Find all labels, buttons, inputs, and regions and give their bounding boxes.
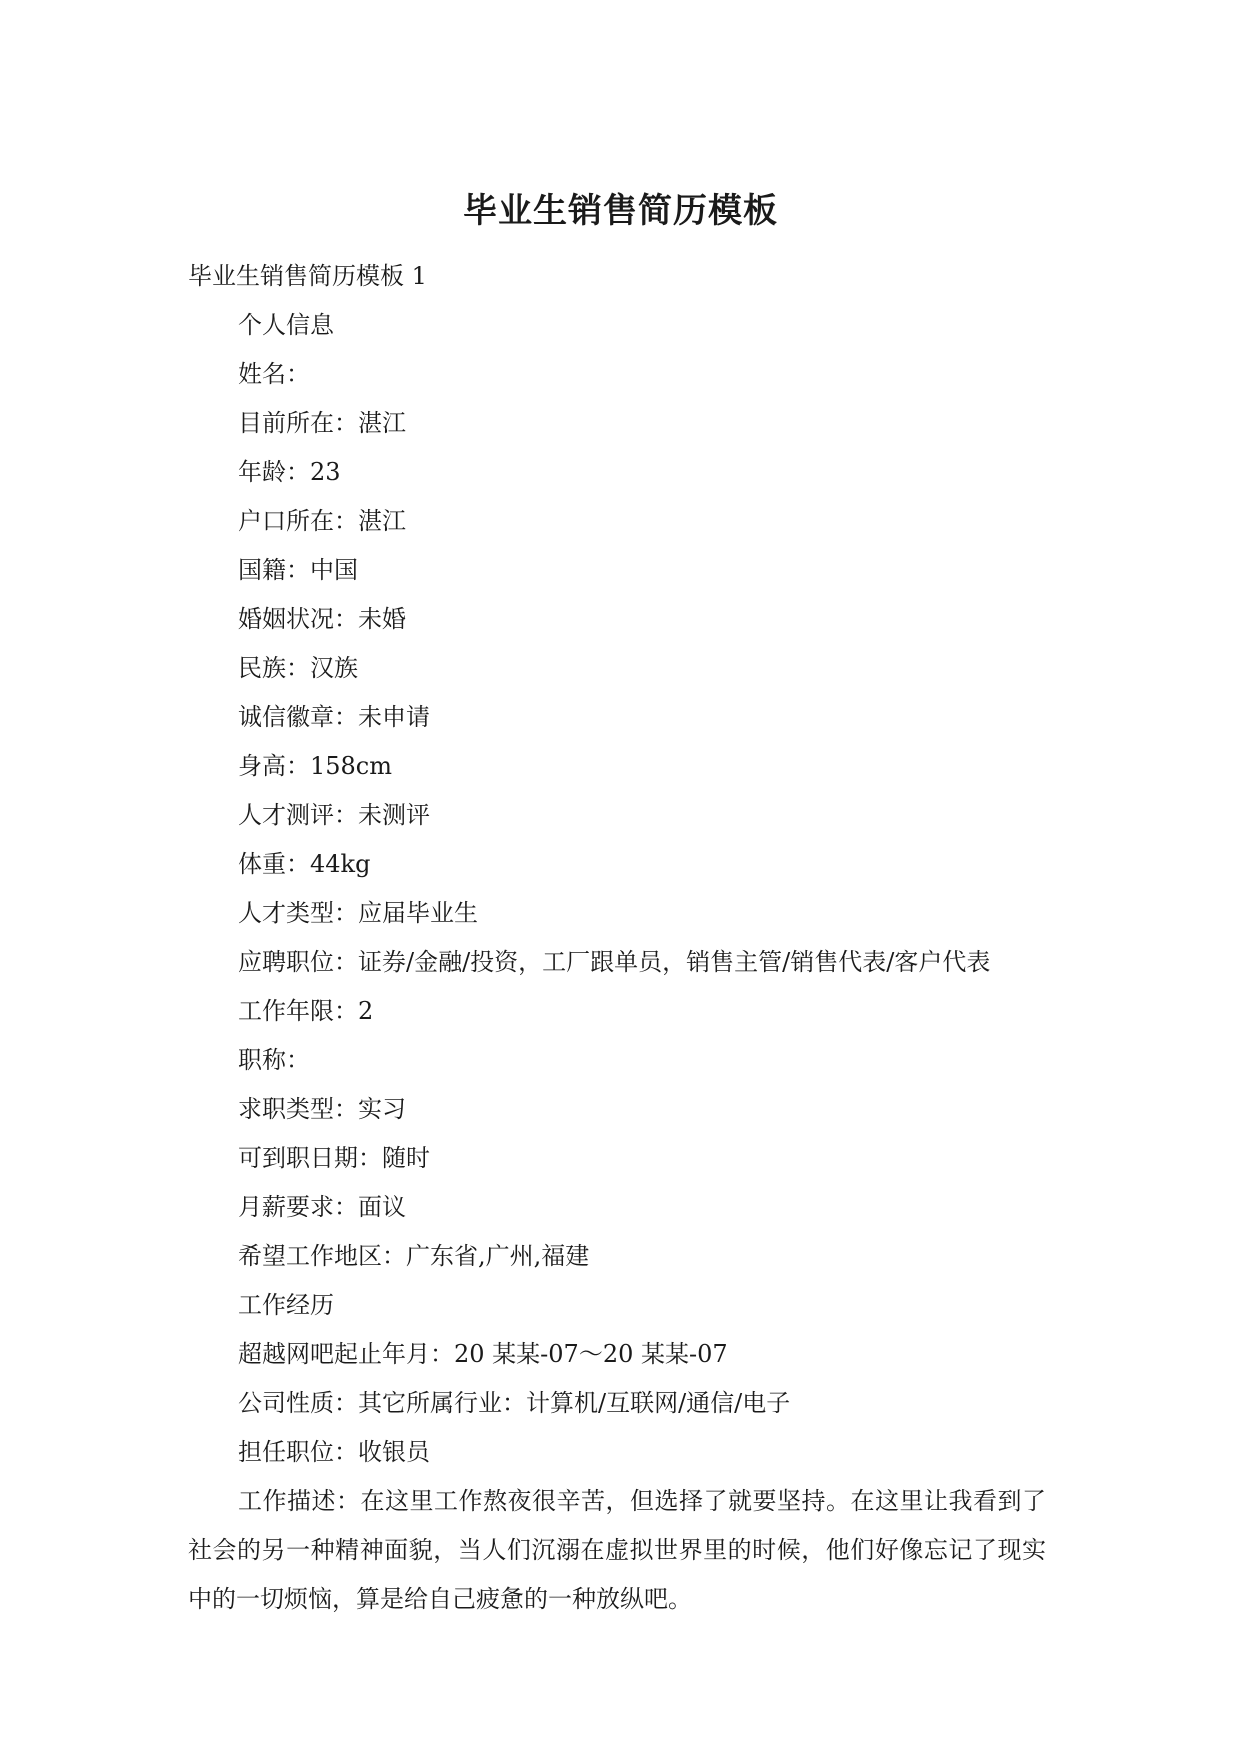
field-company-nature: 公司性质：其它所属行业：计算机/互联网/通信/电子 [238, 1389, 791, 1417]
field-hukou-location: 户口所在：湛江 [238, 507, 406, 535]
field-current-location: 目前所在：湛江 [238, 409, 406, 437]
field-age: 年龄：23 [238, 458, 341, 486]
field-marital-status: 婚姻状况：未婚 [238, 605, 406, 633]
field-ethnicity: 民族：汉族 [238, 654, 358, 682]
field-weight: 体重：44kg [238, 850, 371, 878]
field-name: 姓名： [238, 360, 310, 388]
field-nationality: 国籍：中国 [238, 556, 358, 584]
section-heading: 毕业生销售简历模板 1 [188, 262, 427, 290]
field-position-held: 担任职位：收银员 [238, 1438, 430, 1466]
heading-personal-info: 个人信息 [238, 311, 334, 339]
heading-work-experience: 工作经历 [238, 1291, 334, 1319]
field-salary-expectation: 月薪要求：面议 [238, 1193, 406, 1221]
field-credit-badge: 诚信徽章：未申请 [238, 703, 430, 731]
document-body [188, 252, 1046, 1624]
field-work-years: 工作年限：2 [238, 997, 374, 1025]
field-desired-location: 希望工作地区：广东省,广州,福建 [238, 1242, 590, 1270]
field-talent-type: 人才类型：应届毕业生 [238, 899, 478, 927]
document-title: 毕业生销售简历模板 [463, 191, 778, 231]
work-description-paragraph: 工作描述：在这里工作熬夜很辛苦，但选择了就要坚持。在这里让我看到了社会的另一种精神面貌，当人们沉溺在虚拟世界里的时候，他们好像忘记了现实中的一切烦恼，算是给自己疲惫的一种放纵吧。 [188, 1487, 1046, 1613]
field-available-date: 可到职日期：随时 [238, 1144, 430, 1172]
field-job-title: 职称： [238, 1046, 310, 1074]
field-applied-position: 应聘职位：证券/金融/投资，工厂跟单员，销售主管/销售代表/客户代表 [238, 948, 991, 976]
field-employment-period: 超越网吧起止年月：20 某某-07～20 某某-07 [238, 1340, 728, 1368]
field-height: 身高：158cm [238, 752, 393, 780]
field-job-type: 求职类型：实习 [238, 1095, 406, 1123]
field-talent-assessment: 人才测评：未测评 [238, 801, 430, 829]
